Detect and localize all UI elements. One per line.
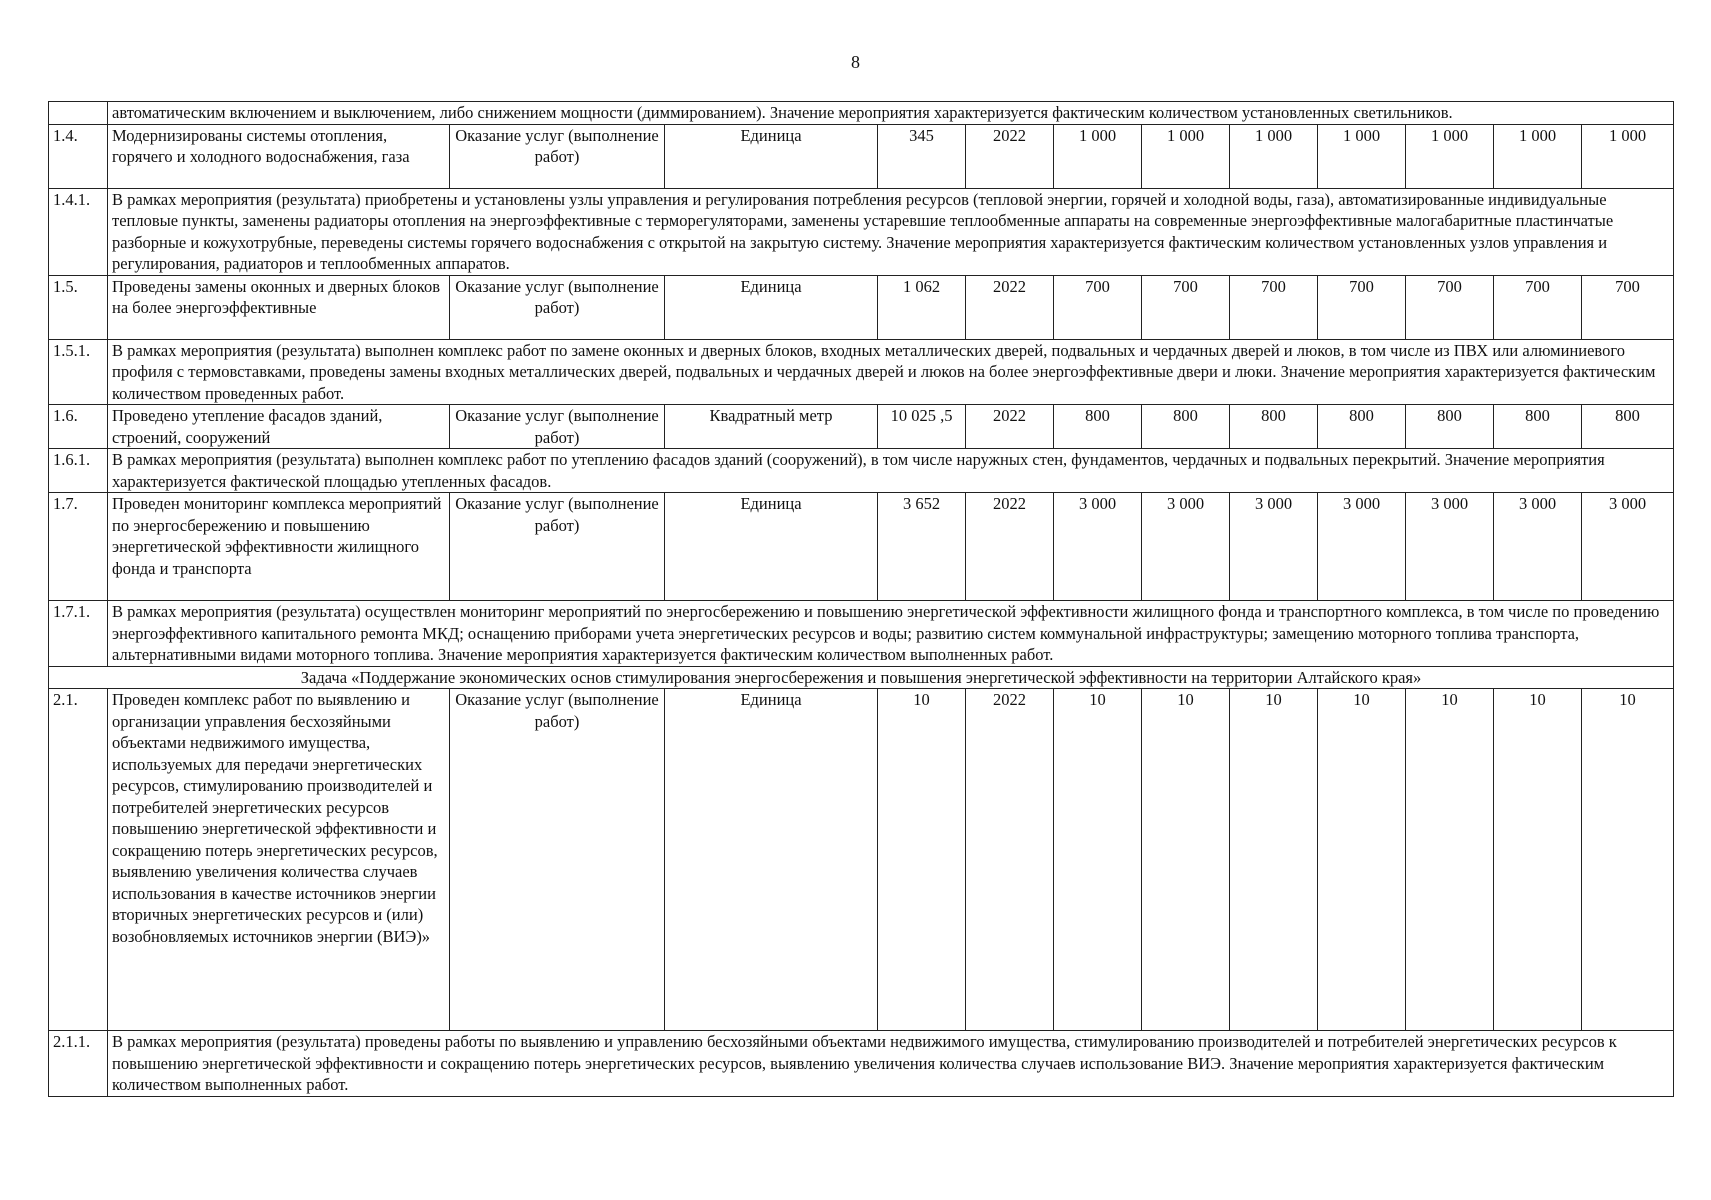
year-value: 800 [1494, 405, 1582, 449]
measure-type: Оказание услуг (выполнение работ) [450, 405, 665, 449]
measure-name: Проведено утепление фасадов зданий, строений, сооружений [108, 405, 450, 449]
year-value: 10 [1318, 689, 1406, 1031]
measure-unit: Единица [665, 689, 878, 1031]
base-year: 2022 [966, 405, 1054, 449]
row-description: В рамках мероприятия (результата) приобретены и установлены узлы управления и регулирования потребления ресурсов (тепловой энергии, горячей и холодной воды, газа), автоматизированные индивидуальные тепловые пункты, заменены радиаторы отопления на энергоэффективные с терморегуляторами, заменены устаревшие теплообменные аппараты на современные энергоэффективные малогабаритные пластинчатые разборные и кожухотрубные, переведены системы горячего водоснабжения с открытой на закрытую систему. Значение мероприятия характеризуется фактическим количеством установленных узлов управления и регулирования, радиаторов и теплообменных аппаратов. [108, 188, 1674, 275]
row-number: 1.6. [49, 405, 108, 449]
table-row [49, 449, 1674, 493]
year-value: 3 000 [1054, 493, 1142, 601]
table-row [49, 188, 1674, 275]
year-value: 1 000 [1054, 124, 1142, 188]
row-description: В рамках мероприятия (результата) осуществлен мониторинг мероприятий по энергосбережению и повышению энергетической эффективности жилищного фонда и транспортного комплекса, в том числе по проведению энергоэффективного капитального ремонта МКД; оснащению приборами учета энергетических ресурсов и воды; развитию систем коммунальной инфраструктуры; замещению моторного топлива транспорта, альтернативными видами моторного топлива. Значение мероприятия характеризуется фактическим количеством выполненных работ. [108, 601, 1674, 667]
measure-unit: Единица [665, 275, 878, 339]
table-row [49, 1031, 1674, 1097]
row-number: 1.7.1. [49, 601, 108, 667]
year-value: 10 [1494, 689, 1582, 1031]
measure-unit: Единица [665, 493, 878, 601]
indicators-table [48, 101, 1674, 1097]
measure-type: Оказание услуг (выполнение работ) [450, 124, 665, 188]
year-value: 3 000 [1318, 493, 1406, 601]
table-row [49, 124, 1674, 188]
base-value: 10 [878, 689, 966, 1031]
measure-type: Оказание услуг (выполнение работ) [450, 493, 665, 601]
year-value: 10 [1230, 689, 1318, 1031]
measure-unit: Квадратный метр [665, 405, 878, 449]
year-value: 800 [1582, 405, 1674, 449]
year-value: 700 [1142, 275, 1230, 339]
year-value: 10 [1582, 689, 1674, 1031]
measure-unit: Единица [665, 124, 878, 188]
year-value: 3 000 [1142, 493, 1230, 601]
table-row [49, 339, 1674, 405]
year-value: 3 000 [1230, 493, 1318, 601]
base-year: 2022 [966, 275, 1054, 339]
year-value: 700 [1230, 275, 1318, 339]
base-year: 2022 [966, 493, 1054, 601]
page-number: 8 [851, 52, 860, 72]
year-value: 800 [1318, 405, 1406, 449]
year-value: 1 000 [1582, 124, 1674, 188]
table-row [49, 405, 1674, 449]
year-value: 10 [1406, 689, 1494, 1031]
year-value: 800 [1054, 405, 1142, 449]
year-value: 1 000 [1318, 124, 1406, 188]
base-value: 3 652 [878, 493, 966, 601]
table-row [49, 689, 1674, 1031]
base-value: 345 [878, 124, 966, 188]
row-description: В рамках мероприятия (результата) выполнен комплекс работ по замене оконных и дверных блоков, входных металлических дверей, подвальных и чердачных дверей и люков, в том числе из ПВХ или алюминиевого профиля с термовставками, проведены замены входных металлических дверей, подвальных и чердачных дверей и люков на более энергоэффективные двери и люки. Значение мероприятия характеризуется фактическим количеством проведенных работ. [108, 339, 1674, 405]
row-number [49, 102, 108, 125]
table-row [49, 275, 1674, 339]
year-value: 700 [1406, 275, 1494, 339]
measure-type: Оказание услуг (выполнение работ) [450, 275, 665, 339]
year-value: 1 000 [1230, 124, 1318, 188]
base-value: 10 025 ,5 [878, 405, 966, 449]
row-number: 2.1.1. [49, 1031, 108, 1097]
year-value: 1 000 [1494, 124, 1582, 188]
row-number: 1.4. [49, 124, 108, 188]
year-value: 1 000 [1142, 124, 1230, 188]
table-row [49, 493, 1674, 601]
year-value: 1 000 [1406, 124, 1494, 188]
year-value: 10 [1142, 689, 1230, 1031]
row-description: В рамках мероприятия (результата) выполнен комплекс работ по утеплению фасадов зданий (сооружений), в том числе наружных стен, фундаментов, чердачных и подвальных перекрытий. Значение мероприятия характеризуется фактической площадью утепленных фасадов. [108, 449, 1674, 493]
year-value: 700 [1582, 275, 1674, 339]
row-number: 1.5. [49, 275, 108, 339]
row-description: В рамках мероприятия (результата) проведены работы по выявлению и управлению бесхозяйными объектами недвижимого имущества, стимулированию производителей и потребителей энергетических ресурсов к повышению энергетической эффективности и сокращению потерь энергетических ресурсов, выявлению увеличения количества случаев использование ВИЭ. Значение мероприятия характеризуется фактическим количеством выполненных работ. [108, 1031, 1674, 1097]
measure-name: Проведен комплекс работ по выявлению и организации управления бесхозяйными объектами недвижимого имущества, используемых для передачи энергетических ресурсов, стимулированию производителей и потребителей энергетических ресурсов повышению энергетической эффективности и сокращению потерь энергетических ресурсов, выявлению увеличения количества случаев использования в качестве источников энергии вторичных энергетических ресурсов и (или) возобновляемых источников энергии (ВИЭ)» [108, 689, 450, 1031]
year-value: 10 [1054, 689, 1142, 1031]
row-number: 1.7. [49, 493, 108, 601]
base-value: 1 062 [878, 275, 966, 339]
row-number: 1.4.1. [49, 188, 108, 275]
year-value: 800 [1230, 405, 1318, 449]
year-value: 3 000 [1494, 493, 1582, 601]
row-number: 1.5.1. [49, 339, 108, 405]
year-value: 800 [1406, 405, 1494, 449]
table-row [49, 102, 1674, 125]
row-number: 2.1. [49, 689, 108, 1031]
task-heading: Задача «Поддержание экономических основ стимулирования энергосбережения и повышения энергетической эффективности на территории Алтайского края» [49, 666, 1674, 689]
year-value: 3 000 [1406, 493, 1494, 601]
year-value: 800 [1142, 405, 1230, 449]
base-year: 2022 [966, 124, 1054, 188]
table-row [49, 601, 1674, 667]
measure-name: Модернизированы системы отопления, горячего и холодного водоснабжения, газа [108, 124, 450, 188]
measure-name: Проведен мониторинг комплекса мероприятий по энергосбережению и повышению энергетической эффективности жилищного фонда и транспорта [108, 493, 450, 601]
row-description: автоматическим включением и выключением, либо снижением мощности (диммированием). Значение мероприятия характеризуется фактическим количеством установленных светильников. [108, 102, 1674, 125]
table-row [49, 666, 1674, 689]
base-year: 2022 [966, 689, 1054, 1031]
year-value: 700 [1494, 275, 1582, 339]
measure-type: Оказание услуг (выполнение работ) [450, 689, 665, 1031]
row-number: 1.6.1. [49, 449, 108, 493]
year-value: 3 000 [1582, 493, 1674, 601]
year-value: 700 [1318, 275, 1406, 339]
measure-name: Проведены замены оконных и дверных блоков на более энергоэффективные [108, 275, 450, 339]
table-body [49, 102, 1674, 1097]
year-value: 700 [1054, 275, 1142, 339]
